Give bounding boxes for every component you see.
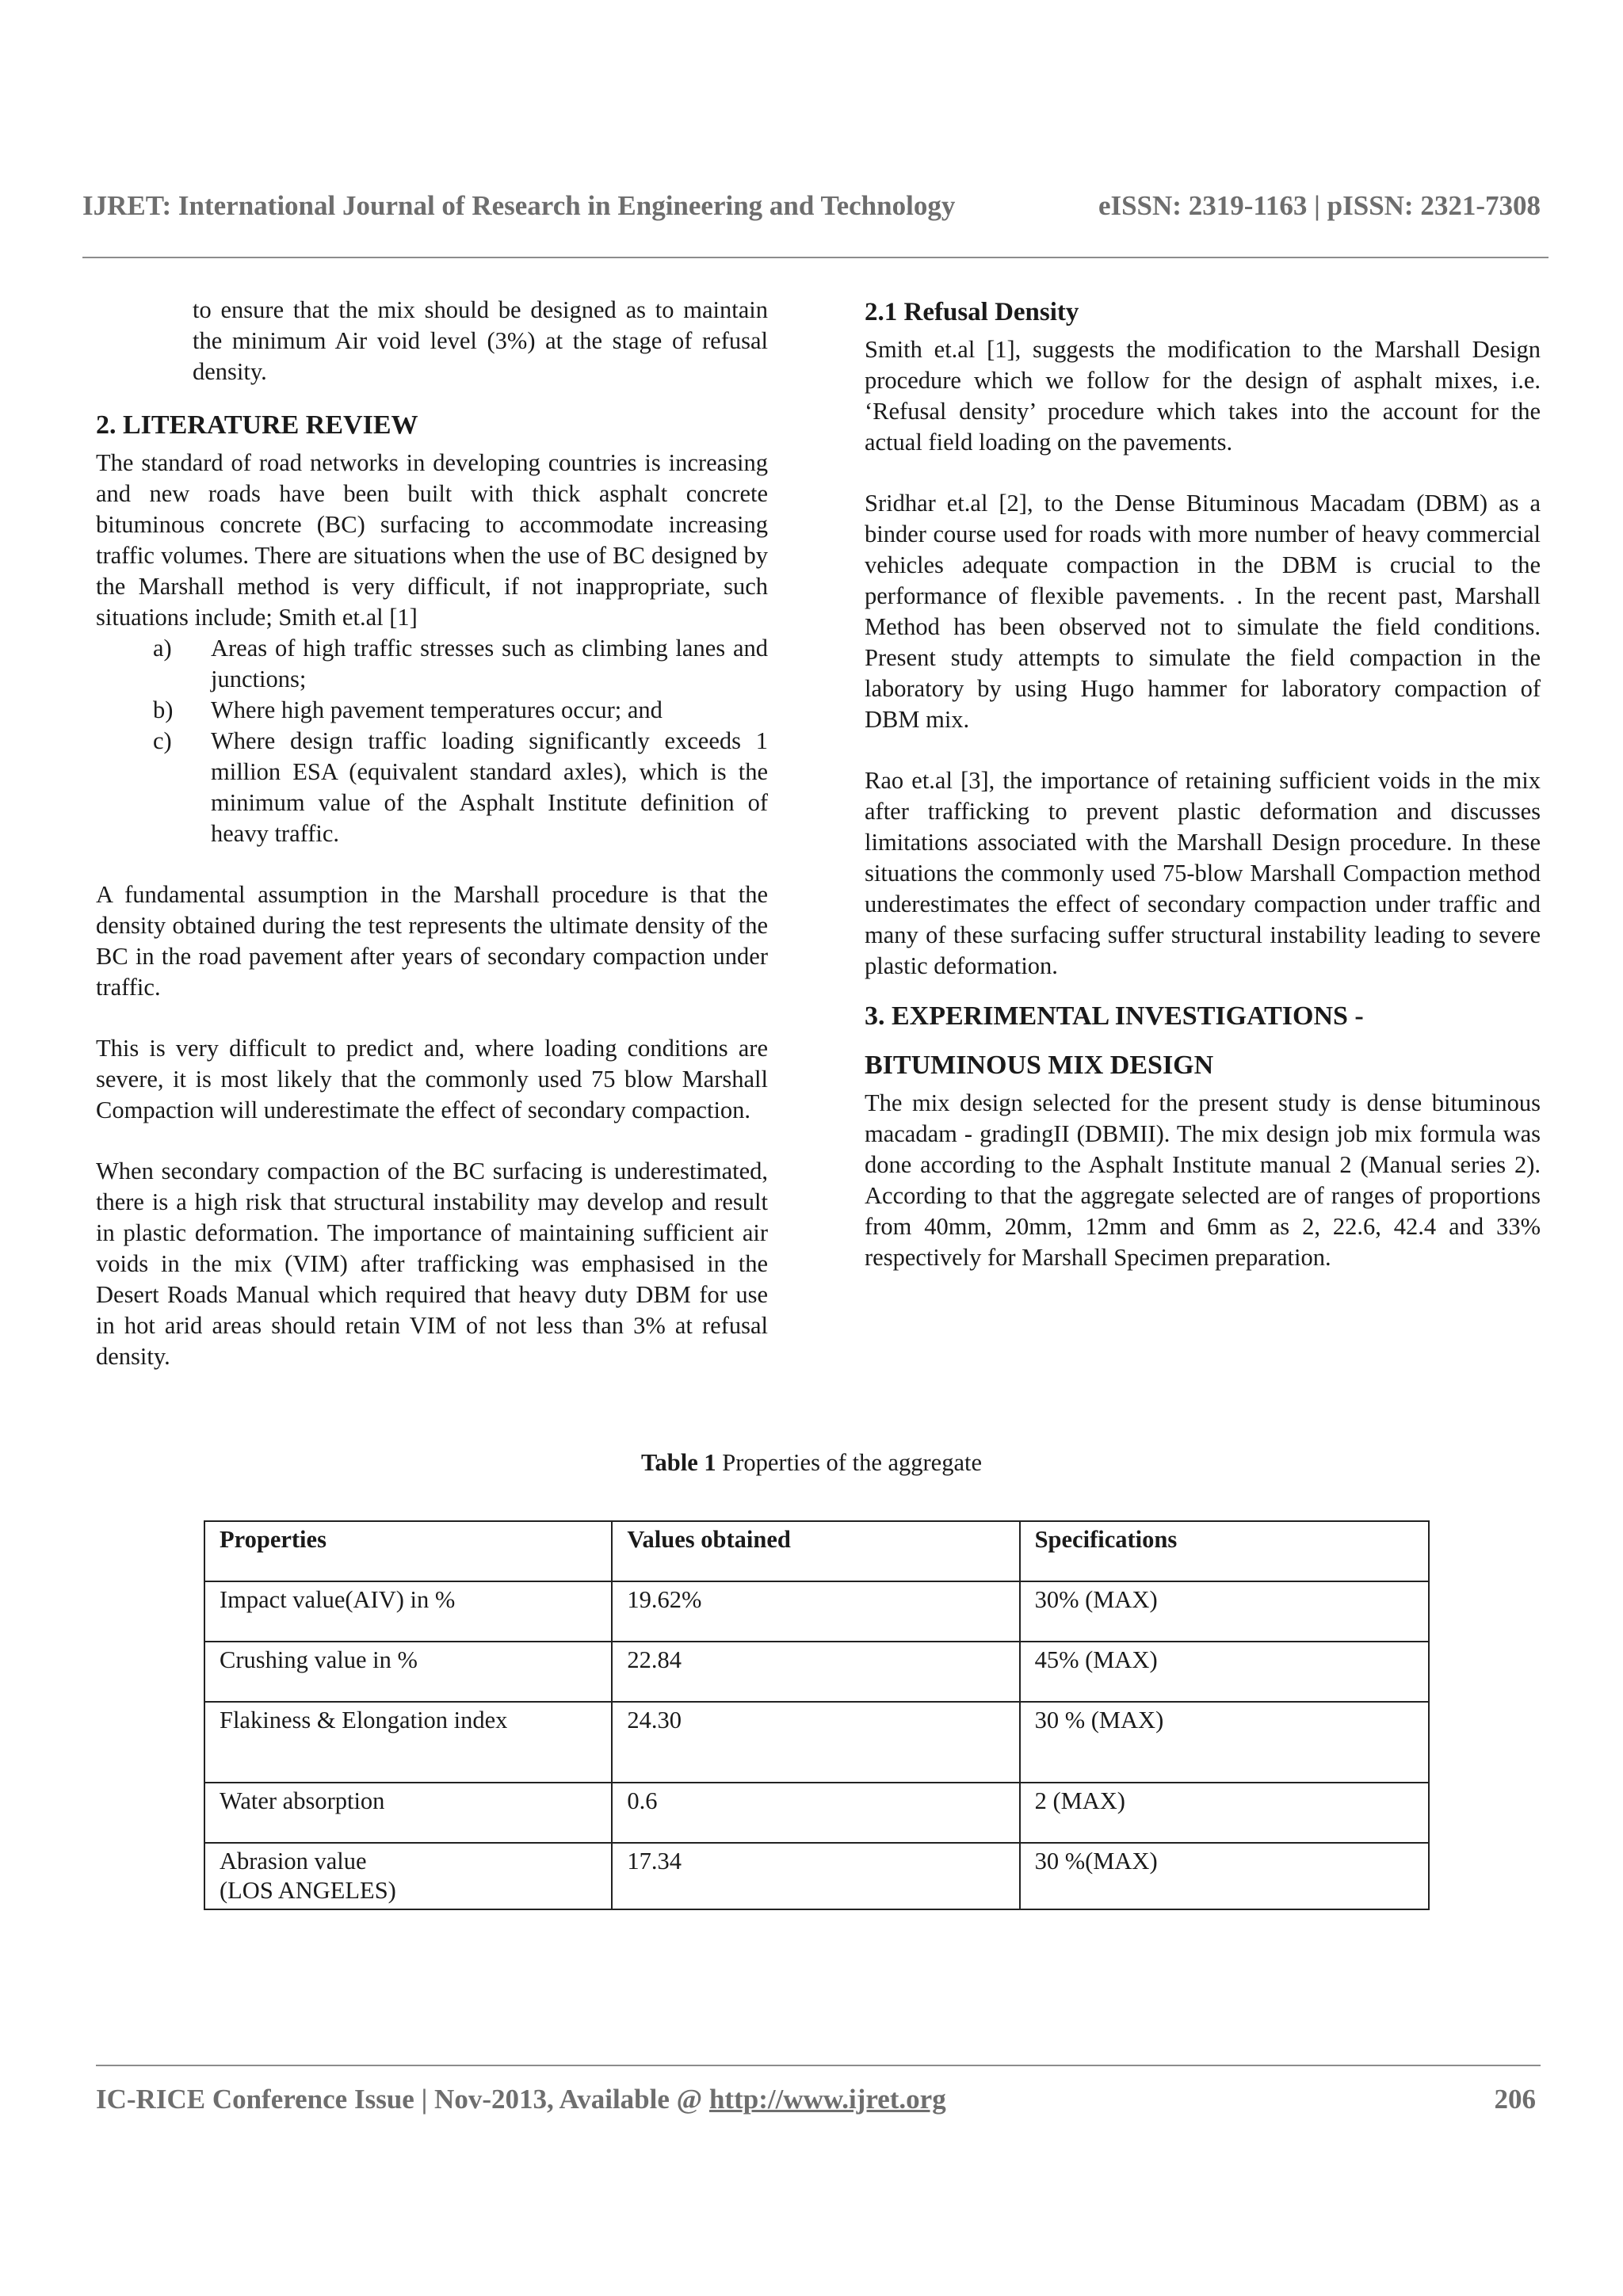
table-cell: 45% (MAX): [1020, 1642, 1429, 1702]
running-footer: [96, 2084, 1536, 2115]
list-item: [96, 726, 768, 849]
table-header-row: [204, 1521, 1429, 1581]
subsection-heading-refusal-density: 2.1 Refusal Density: [865, 298, 1079, 326]
column-header: Properties: [204, 1521, 612, 1581]
paragraph: Smith et.al [1], suggests the modification to the Marshall Design procedure which we follow for the design of asphalt mixes, i.e. ‘Refusal density’ procedure which takes into the account for the actual field loading on the pavements.: [865, 336, 1541, 456]
section-heading-mix-design: BITUMINOUS MIX DESIGN: [865, 1051, 1214, 1080]
journal-title: IJRET: International Journal of Research in Engineering and Technology: [82, 190, 956, 221]
footer-conference: [96, 2084, 946, 2115]
list-marker: b): [153, 696, 174, 723]
footer-divider: [96, 2065, 1541, 2066]
list-item-text: Where high pavement temperatures occur; and: [211, 696, 663, 723]
table-caption: [0, 1449, 1623, 1477]
table-cell: Flakiness & Elongation index: [204, 1702, 612, 1783]
aggregate-properties-table: [204, 1520, 1430, 1910]
table-cell-line: Abrasion value: [220, 1848, 367, 1875]
table-cell: 22.84: [612, 1642, 1019, 1702]
table-cell: 2 (MAX): [1020, 1783, 1429, 1843]
list-item: [96, 633, 768, 695]
table-row: [204, 1702, 1429, 1783]
table-row: [204, 1783, 1429, 1843]
paragraph: Rao et.al [3], the importance of retaining sufficient voids in the mix after trafficking to prevent plastic deformation and discusses limitations associated with the Marshall Design procedure. In these situations the commonly used 75-blow Marshall Compaction method underestimates the effect of secondary compaction under traffic and many of these surfacing suffer structural instability leading to severe plastic deformation.: [865, 767, 1541, 979]
issn-text: eISSN: 2319-1163 | pISSN: 2321-7308: [1098, 190, 1541, 221]
list-item: [96, 695, 768, 726]
paragraph: The mix design selected for the present study is dense bituminous macadam - gradingII (DBMII). The mix design job mix formula was done according to the Asphalt Institute manual 2 (Manual series 2). According to that the aggregate selected are of ranges of proportions from 40mm, 20mm, 12mm and 6mm as 2, 22.6, 42.4 and 33% respectively for Marshall Specimen preparation.: [865, 1089, 1541, 1271]
table-cell: 17.34: [612, 1843, 1019, 1909]
intro-paragraph: to ensure that the mix should be designed as to maintain the minimum Air void level (3%) at the stage of refusal density.: [193, 296, 768, 385]
footer-conference-text: IC-RICE Conference Issue | Nov-2013, Available @: [96, 2084, 709, 2115]
table-cell: 30 %(MAX): [1020, 1843, 1429, 1909]
list-marker: a): [153, 635, 172, 662]
list-item-text: Areas of high traffic stresses such as climbing lanes and junctions;: [211, 635, 768, 692]
list-item-text: Where design traffic loading significantly exceeds 1 million ESA (equivalent standard axles), which is the minimum value of the Asphalt Institute definition of heavy traffic.: [211, 727, 768, 847]
table-row: [204, 1642, 1429, 1702]
page-number: 206: [1494, 2084, 1536, 2115]
table-cell: 19.62%: [612, 1581, 1019, 1642]
column-header: Specifications: [1020, 1521, 1429, 1581]
table-cell: Impact value(AIV) in %: [204, 1581, 612, 1642]
table-cell: 24.30: [612, 1702, 1019, 1783]
table-row: [204, 1581, 1429, 1642]
header-divider: [82, 257, 1549, 258]
left-column: [96, 295, 768, 1372]
table-caption-label: Table 1: [640, 1449, 716, 1476]
table-cell: 0.6: [612, 1783, 1019, 1843]
table-caption-text: Properties of the aggregate: [716, 1449, 983, 1476]
right-column: [865, 295, 1541, 1273]
paragraph: Sridhar et.al [2], to the Dense Bituminous Macadam (DBM) as a binder course used for roads with more number of heavy commercial vehicles adequate compaction in the DBM is crucial to the performance of flexible pavements. . In the recent past, Marshall Method has been observed not to simulate the field conditions. Present study attempts to simulate the field compaction in the laboratory by using Hugo hammer for laboratory compaction of DBM mix.: [865, 490, 1541, 733]
list-marker: c): [153, 727, 172, 754]
table-cell: Crushing value in %: [204, 1642, 612, 1702]
paragraph: A fundamental assumption in the Marshall procedure is that the density obtained during the test represents the ultimate density of the BC in the road pavement after years of secondary compaction under traffic.: [96, 881, 768, 1001]
column-header: Values obtained: [612, 1521, 1019, 1581]
table-cell: 30 % (MAX): [1020, 1702, 1429, 1783]
section-heading-experimental: 3. EXPERIMENTAL INVESTIGATIONS -: [865, 1001, 1364, 1031]
paragraph: When secondary compaction of the BC surfacing is underestimated, there is a high risk that structural instability may develop and result in plastic deformation. The importance of maintaining sufficient air voids in the mix (VIM) after trafficking was emphasised in the Desert Roads Manual which required that heavy duty DBM for use in hot arid areas should retain VIM of not less than 3% at refusal density.: [96, 1158, 768, 1370]
table-cell: 30% (MAX): [1020, 1581, 1429, 1642]
running-header: [82, 190, 1541, 222]
table-cell-line: (LOS ANGELES): [220, 1877, 396, 1904]
table-row: [204, 1843, 1429, 1909]
paragraph: The standard of road networks in developing countries is increasing and new roads have been built with thick asphalt concrete bituminous concrete (BC) surfacing to accommodate increasing traffic volumes. There are situations when the use of BC designed by the Marshall method is very difficult, if not inappropriate, such situations include; Smith et.al [1]: [96, 449, 768, 631]
conditions-list: [96, 633, 768, 849]
table-cell: Water absorption: [204, 1783, 612, 1843]
paragraph: This is very difficult to predict and, where loading conditions are severe, it is most likely that the commonly used 75 blow Marshall Compaction will underestimate the effect of secondary compaction.: [96, 1035, 768, 1123]
section-heading-literature-review: 2. LITERATURE REVIEW: [96, 410, 418, 440]
journal-link[interactable]: http://www.ijret.org: [708, 2084, 946, 2115]
table-cell: [204, 1843, 612, 1909]
